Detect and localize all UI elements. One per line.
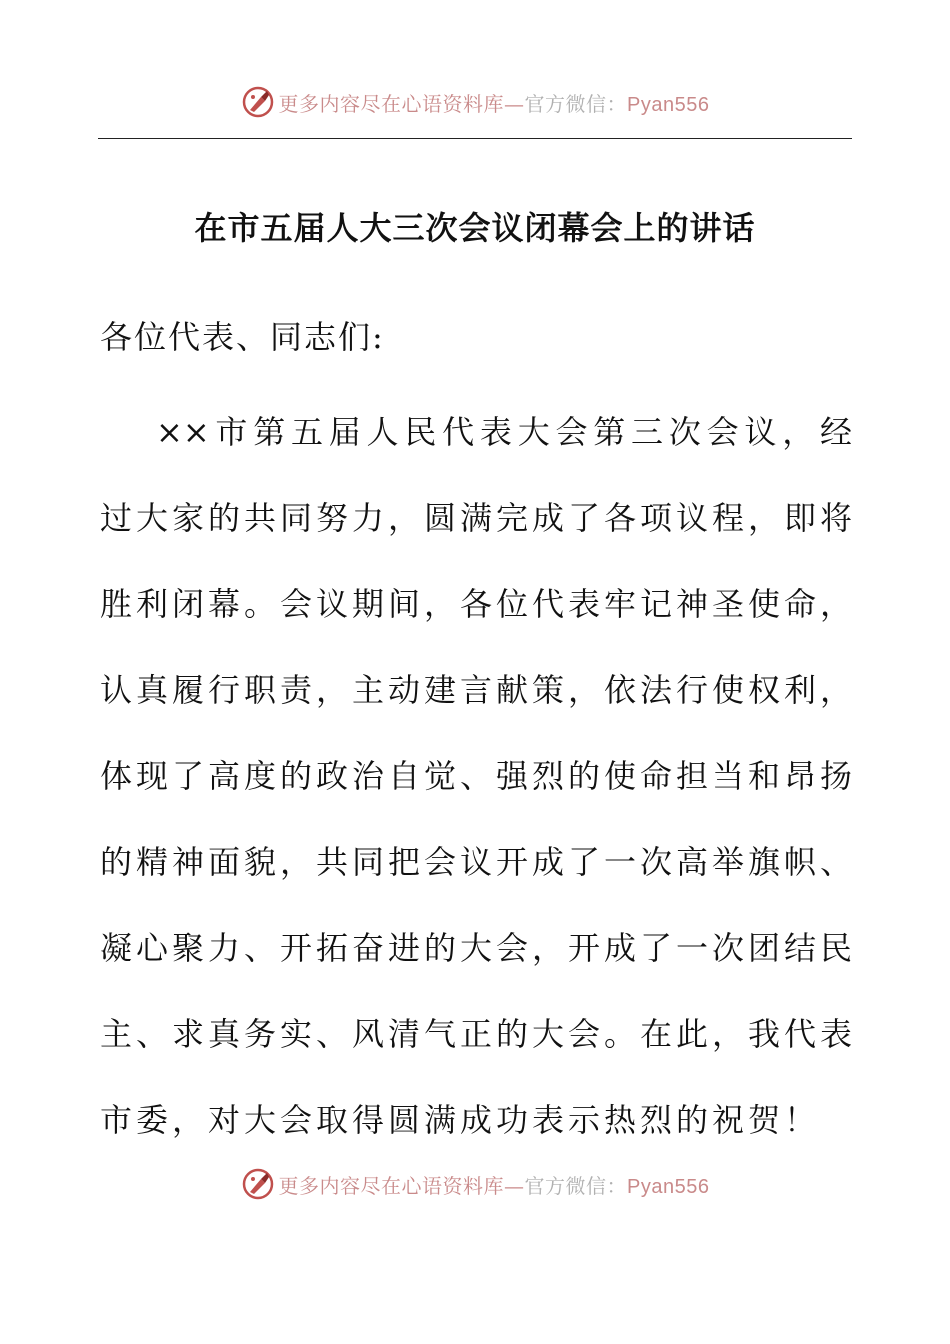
- pen-nib-logo-icon: [241, 85, 275, 119]
- body-line: 体现了高度的政治自觉、强烈的使命担当和昂扬: [100, 757, 852, 795]
- body-line: 认真履行职责，主动建言献策，依法行使权利，: [100, 671, 852, 709]
- body-line: 市委，对大会取得圆满成功表示热烈的祝贺！: [100, 1101, 821, 1139]
- footer-banner: [0, 1162, 950, 1206]
- body-line: 胜利闭幕。会议期间，各位代表牢记神圣使命，: [100, 585, 852, 623]
- banner-wechat-label: 官方微信：: [524, 91, 628, 116]
- body-line: 主、求真务实、风清气正的大会。在此，我代表: [100, 1015, 852, 1053]
- header-divider: [98, 138, 852, 139]
- banner-wechat-id: Pyan556: [627, 1175, 710, 1198]
- body-line: 凝心聚力、开拓奋进的大会，开成了一次团结民: [100, 929, 852, 967]
- banner-site-text: 更多内容尽在心语资料库: [278, 1173, 505, 1198]
- pen-nib-logo-icon: [241, 1167, 275, 1201]
- banner-site-text: 更多内容尽在心语资料库: [278, 91, 505, 116]
- banner-dash: —: [504, 1173, 525, 1198]
- document-body: [100, 400, 852, 1174]
- banner-wechat-label: 官方微信：: [524, 1173, 628, 1198]
- body-line: ××市第五届人民代表大会第三次会议，经: [156, 413, 852, 451]
- body-line: 的精神面貌，共同把会议开成了一次高举旗帜、: [100, 843, 852, 881]
- salutation: 各位代表、同志们:: [100, 318, 385, 356]
- header-banner: [0, 80, 950, 124]
- banner-dash: —: [504, 91, 525, 116]
- document-title: 在市五届人大三次会议闭幕会上的讲话: [194, 209, 756, 247]
- body-line: 过大家的共同努力，圆满完成了各项议程，即将: [100, 499, 852, 537]
- banner-wechat-id: Pyan556: [627, 93, 710, 116]
